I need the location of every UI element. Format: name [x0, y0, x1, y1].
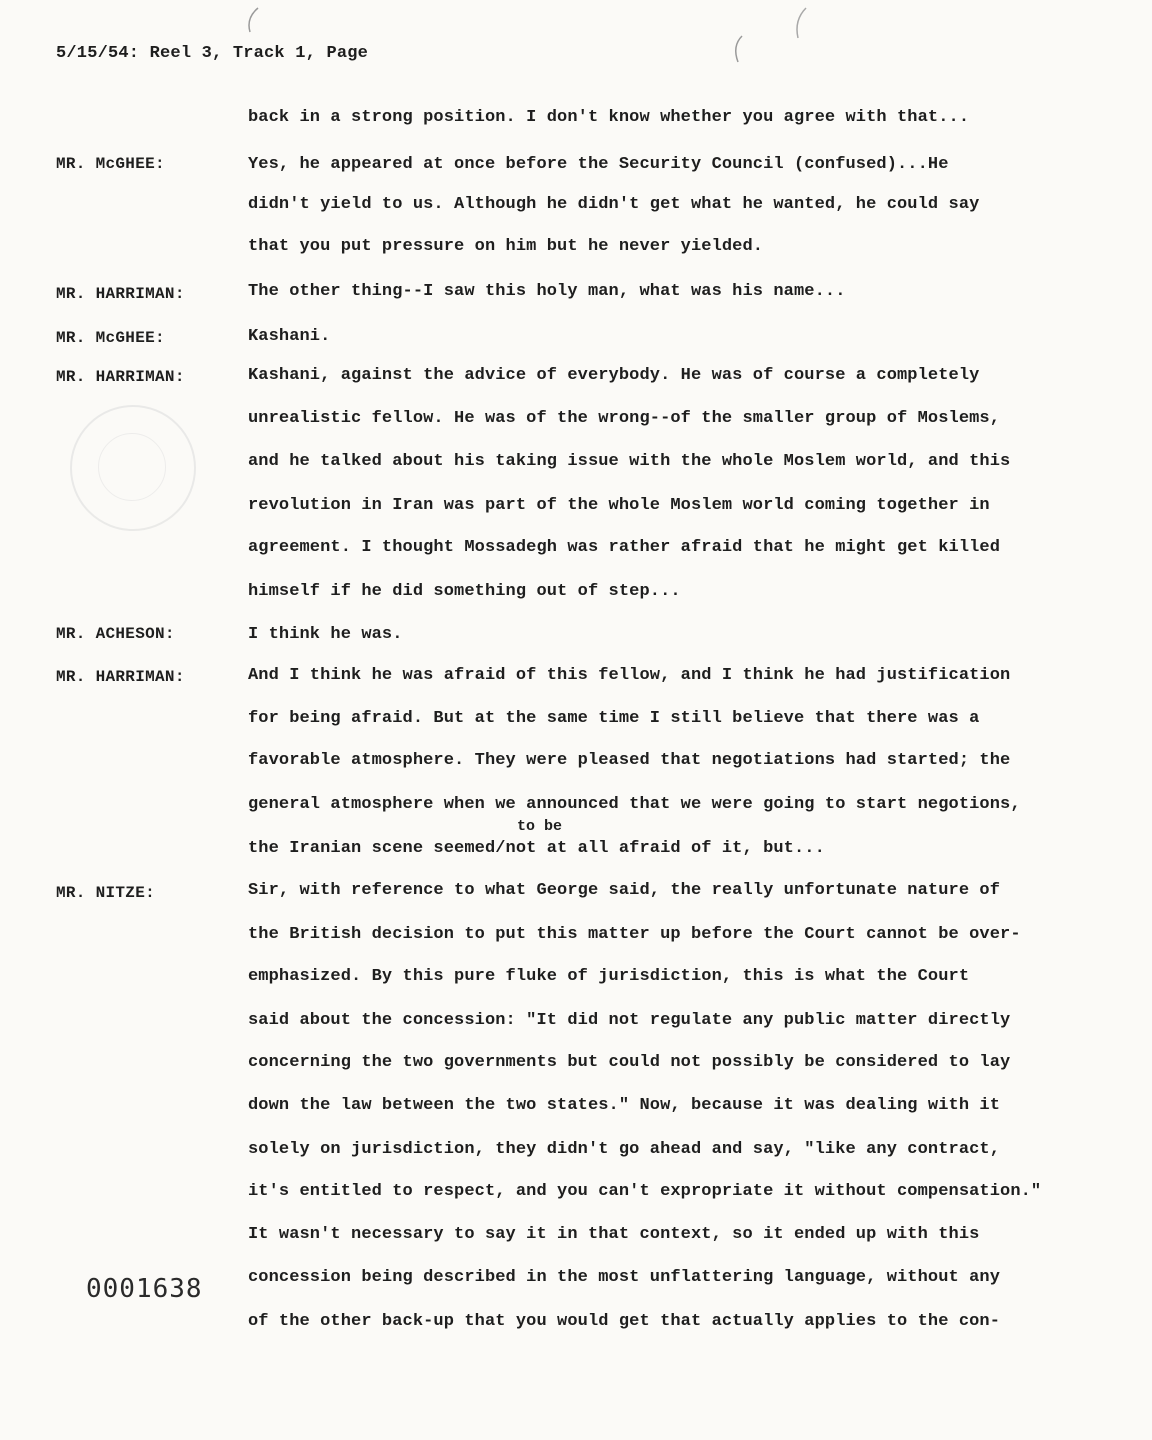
transcript-line: said about the concession: "It did not regulate any public matter directly — [248, 1011, 1011, 1030]
transcript-line: that you put pressure on him but he never yielded. — [248, 237, 764, 256]
page-header: 5/15/54: Reel 3, Track 1, Page — [56, 44, 369, 63]
document-number: 0001638 — [86, 1274, 203, 1304]
speaker-label: MR. HARRIMAN: — [56, 285, 185, 303]
transcript-line: general atmosphere when we announced that we were going to start negotions, — [248, 795, 1021, 814]
speaker-label: MR. HARRIMAN: — [56, 668, 185, 686]
transcript-line: revolution in Iran was part of the whole Moslem world coming together in — [248, 496, 990, 515]
transcript-line: Kashani. — [248, 327, 331, 346]
transcript-line: for being afraid. But at the same time I still believe that there was a — [248, 709, 980, 728]
speaker-label: MR. McGHEE: — [56, 155, 165, 173]
speaker-label: MR. McGHEE: — [56, 329, 165, 347]
transcript-line: emphasized. By this pure fluke of jurisdiction, this is what the Court — [248, 967, 970, 986]
transcript-line: of the other back-up that you would get that actually applies to the con- — [248, 1312, 1001, 1331]
transcript-line: the British decision to put this matter up before the Court cannot be over- — [248, 925, 1021, 944]
transcript-line: himself if he did something out of step... — [248, 582, 681, 601]
library-seal — [70, 405, 196, 531]
transcript-line: back in a strong position. I don't know whether you agree with that... — [248, 108, 970, 127]
speaker-label: MR. NITZE: — [56, 884, 156, 902]
transcript-line: favorable atmosphere. They were pleased that negotiations had started; the — [248, 751, 1011, 770]
transcript-line: solely on jurisdiction, they didn't go ahead and say, "like any contract, — [248, 1140, 1001, 1159]
handwritten-insertion: to be — [517, 818, 563, 835]
transcript-line: concerning the two governments but could not possibly be considered to lay — [248, 1053, 1011, 1072]
transcript-line: concession being described in the most unflattering language, without any — [248, 1268, 1001, 1287]
transcript-line: down the law between the two states." Now, because it was dealing with it — [248, 1096, 1001, 1115]
transcript-line: it's entitled to respect, and you can't expropriate it without compensation." — [248, 1182, 1042, 1201]
transcript-line: unrealistic fellow. He was of the wrong--of the smaller group of Moslems, — [248, 409, 1001, 428]
transcript-line: Kashani, against the advice of everybody. He was of course a completely — [248, 366, 980, 385]
transcript-line: Yes, he appeared at once before the Security Council (confused)...He — [248, 155, 949, 174]
speaker-label: MR. ACHESON: — [56, 625, 175, 643]
transcript-line: and he talked about his taking issue with the whole Moslem world, and this — [248, 452, 1011, 471]
transcript-line: I think he was. — [248, 625, 403, 644]
transcript-line: the Iranian scene seemed/not at all afraid of it, but... — [248, 839, 825, 858]
transcript-line: Sir, with reference to what George said, the really unfortunate nature of — [248, 881, 1001, 900]
speaker-label: MR. HARRIMAN: — [56, 368, 185, 386]
transcript-line: agreement. I thought Mossadegh was rather afraid that he might get killed — [248, 538, 1001, 557]
transcript-line: It wasn't necessary to say it in that context, so it ended up with this — [248, 1225, 980, 1244]
transcript-line: And I think he was afraid of this fellow, and I think he had justification — [248, 666, 1011, 685]
transcript-line: The other thing--I saw this holy man, what was his name... — [248, 282, 846, 301]
transcript-line: didn't yield to us. Although he didn't get what he wanted, he could say — [248, 195, 980, 214]
